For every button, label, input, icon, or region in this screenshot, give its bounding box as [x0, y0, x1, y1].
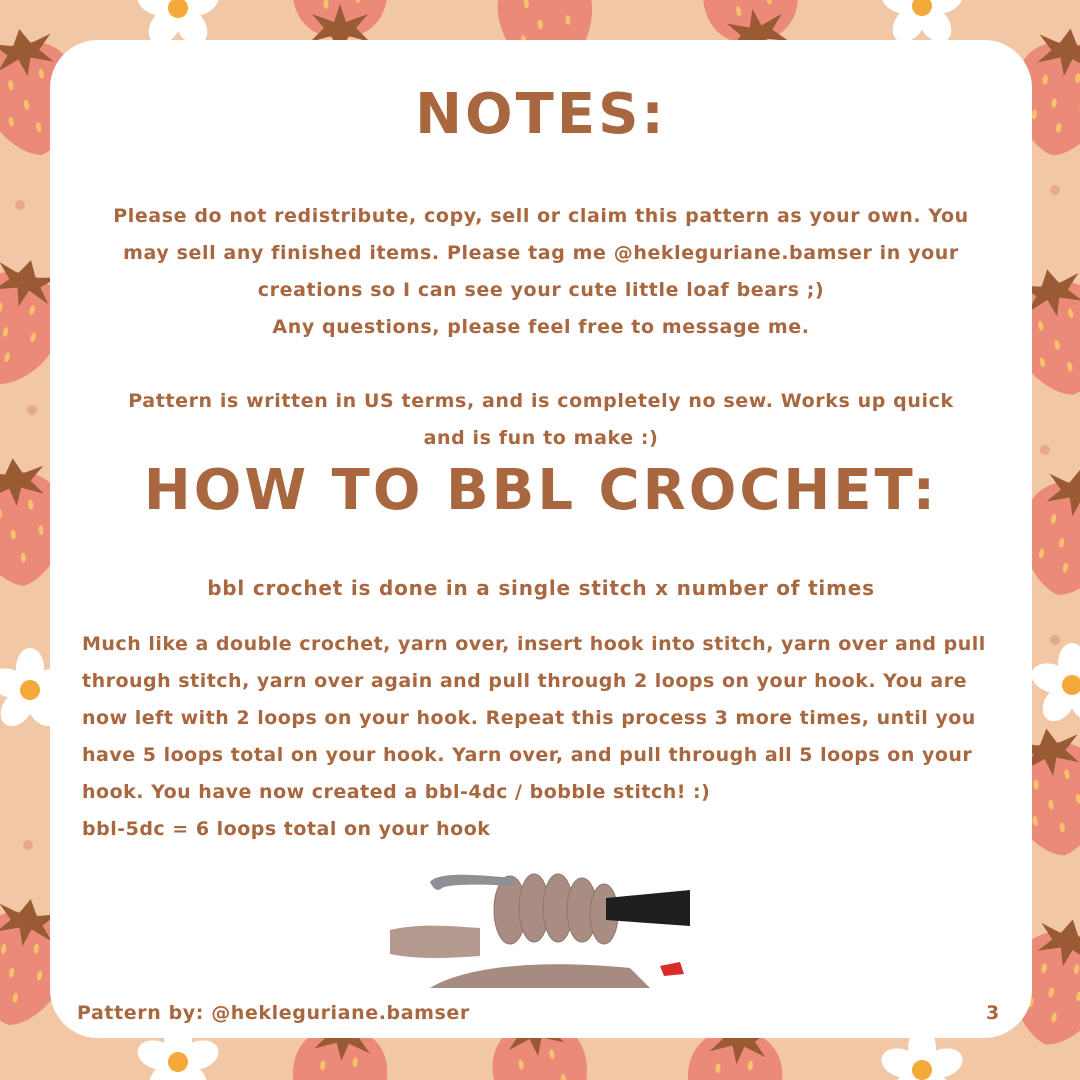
content-card: [50, 40, 1032, 1038]
pattern-credit: Pattern by: @hekleguriane.bamser: [77, 1002, 470, 1024]
how-to-instructions: [82, 626, 1012, 848]
page-number: 3: [986, 1002, 1000, 1024]
how-to-subtitle: bbl crochet is done in a single stitch x number of times: [207, 576, 875, 600]
how-to-title: HOW TO BBL CROCHET:: [143, 458, 939, 523]
notes-title: NOTES:: [415, 82, 667, 147]
how-to-paragraph: Much like a double crochet, yarn over, insert hook into stitch, yarn over and pull through stitch, yarn over again and pull through 2 loops on your hook. You are now left with 2 loops on your hook. Repeat this process 3 more times, until you have 5 loops total on your hook. Yarn over, and pull through all 5 loops on your hook. You have now created a bbl-4dc / bobble stitch! :): [82, 633, 986, 803]
how-to-note: bbl-5dc = 6 loops total on your hook: [82, 818, 491, 840]
notes-body: Please do not redistribute, copy, sell or claim this pattern as your own. You may sell any finished items. Please tag me @hekleguriane.bamser in your creations so I can see your cute little loaf bears ;) Any questions, please feel free to message me. Pattern is written in US terms, and is completely no sew. Works up quick and is fun to make :): [113, 205, 969, 449]
crochet-hook-photo: [390, 868, 690, 992]
